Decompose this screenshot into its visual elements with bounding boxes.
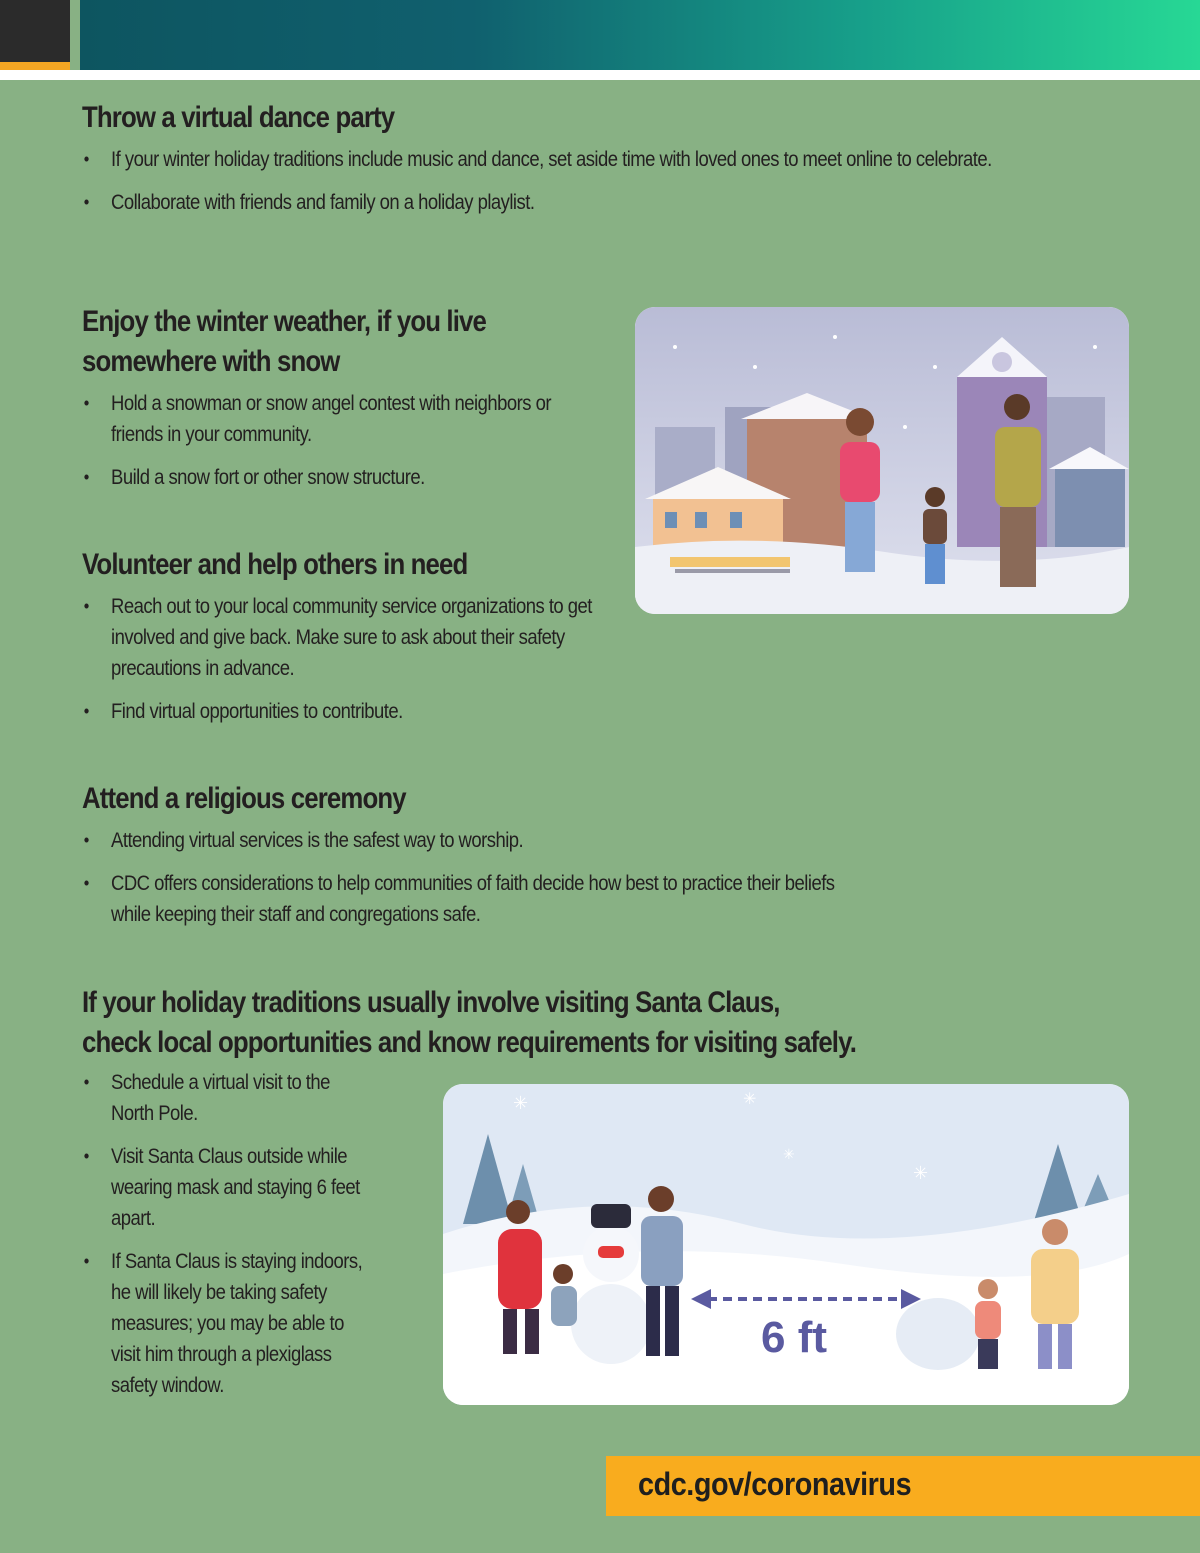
section-dance-party [82,98,1022,230]
bullet-list [82,591,610,727]
header-gradient-band [80,0,1200,70]
list-item: • Build a snow fort or other snow structure. [82,462,601,493]
header-white-rule [0,70,1200,80]
list-item: • Find virtual opportunities to contribute. [82,696,610,727]
list-item: • CDC offers considerations to help communities of faith decide how best to practice their beliefs while keeping their staff and congregations safe. [82,868,874,930]
bullet-list [82,144,1006,218]
section-religious [82,779,942,942]
list-item: • Schedule a virtual visit to the North Pole. [82,1067,372,1129]
list-item: • Collaborate with friends and family on a holiday playlist. [82,187,1006,218]
bullet-list [82,388,601,493]
list-item: • Hold a snowman or snow angel contest with neighbors or friends in your community. [82,388,601,450]
section-heading-line: Enjoy the winter weather, if you live [82,305,487,338]
section-heading-line: If your holiday traditions usually involve visiting Santa Claus, [82,986,780,1019]
list-item: • If Santa Claus is staying indoors, he will likely be taking safety measures; you may be able to visit him through a plexiglass safety window. [82,1246,372,1401]
section-heading: Volunteer and help others in need [82,548,468,581]
list-item: • Reach out to your local community service organizations to get involved and give back. Make sure to ask about their safety precautions in advance. [82,591,610,684]
snowy-town-svg [635,307,1129,614]
section-heading: Attend a religious ceremony [82,782,406,815]
list-item: • If your winter holiday traditions include music and dance, set aside time with loved ones to meet online to celebrate. [82,144,1006,175]
footer-url-link[interactable]: cdc.gov/coronavirus [638,1466,912,1502]
section-heading: Throw a virtual dance party [82,101,395,134]
svg-text:✳: ✳ [783,1146,795,1162]
bullet-list [82,1067,372,1401]
header-dark-block [0,0,70,62]
social-distance-illustration [443,1084,1129,1405]
section-winter-weather [82,302,622,505]
svg-text:✳: ✳ [513,1093,529,1113]
section-heading-line: check local opportunities and know requirements for visiting safely. [82,1026,856,1059]
social-distance-svg [443,1084,1129,1405]
distance-label: 6 ft [761,1313,827,1362]
bullet-list [82,825,874,930]
list-item: • Visit Santa Claus outside while wearing mask and staying 6 feet apart. [82,1141,372,1234]
snowy-town-illustration [635,307,1129,614]
section-volunteer [82,545,622,739]
svg-text:✳: ✳ [913,1163,929,1183]
list-item: • Attending virtual services is the safest way to worship. [82,825,874,856]
section-heading-line: somewhere with snow [82,345,340,378]
footer-url-bar[interactable] [606,1456,1200,1516]
svg-text:✳: ✳ [743,1091,757,1108]
header-gold-stripe [0,62,70,70]
